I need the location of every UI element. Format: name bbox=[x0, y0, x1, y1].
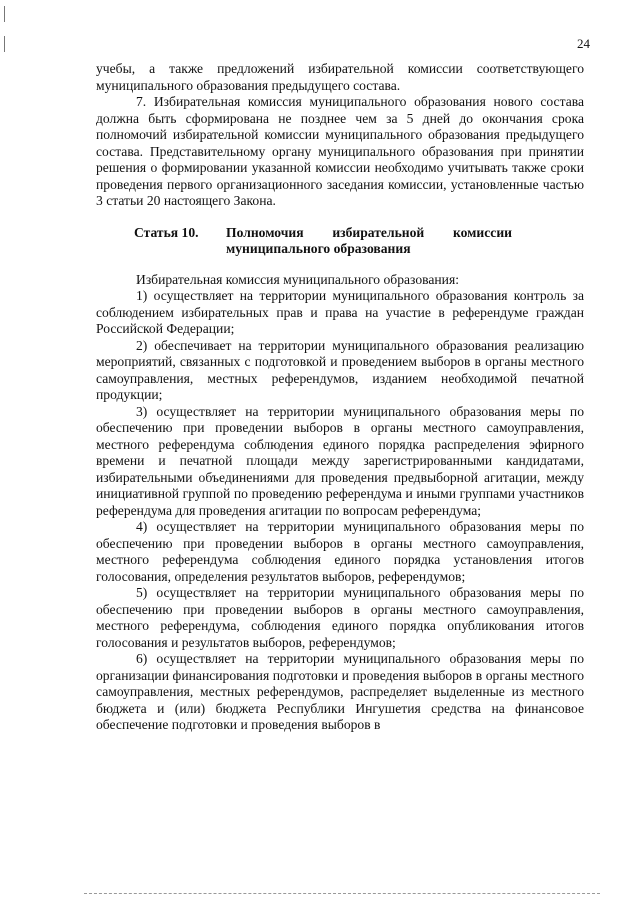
article-title-line-2: муниципального образования bbox=[226, 241, 411, 256]
paragraph-item-3: 3) осуществляет на территории муниципального образования меры по обеспечению при проведении выборов в органы местного самоуправления, местного референдума соблюдения единого порядка распределения эфирного времени и печатной площади между зарегистрированными кандидатами, избирательными объединениями для проведения предвыборной агитации, между инициативной группой по проведению референдума и иными группами участников референдума для проведения агитации по вопросам референдума; bbox=[96, 403, 584, 518]
page-number: 24 bbox=[577, 36, 590, 51]
paragraph-item-4: 4) осуществляет на территории муниципального образования меры по обеспечению при проведении выборов в органы местного самоуправления, местного референдума соблюдения единого порядка установления итогов голосования, определения результатов выборов, референдумов; bbox=[96, 519, 584, 584]
scan-bottom-edge bbox=[84, 893, 600, 894]
scan-mark bbox=[4, 36, 5, 52]
document-body bbox=[96, 61, 584, 734]
paragraph-item-1: 1) осуществляет на территории муниципального образования контроль за соблюдением избирательных прав и права на участие в референдуме граждан Российской Федерации; bbox=[96, 288, 584, 336]
paragraph-continuation: учебы, а также предложений избирательной комиссии соответствующего муниципального образования предыдущего состава. bbox=[96, 61, 584, 93]
paragraph-lead: Избирательная комиссия муниципального образования: bbox=[136, 271, 459, 287]
paragraph-item-5: 5) осуществляет на территории муниципального образования меры по обеспечению при проведении выборов в органы местного самоуправления, местного референдума, соблюдения единого порядка опубликования итогов голосования и результатов выборов, референдумов; bbox=[96, 585, 584, 650]
article-heading bbox=[96, 225, 584, 258]
paragraph-item-6: 6) осуществляет на территории муниципального образования меры по организации финансирования подготовки и проведения выборов в органы местного самоуправления, местных референдумов, распределяет выделенные из местного бюджета и (или) бюджета Республики Ингушетия средства на финансовое обеспечение подготовки и проведения выборов в bbox=[96, 651, 584, 732]
article-title bbox=[226, 225, 584, 258]
paragraph-item-7: 7. Избирательная комиссия муниципального образования нового состава должна быть сформирована не позднее чем за 5 дней до окончания срока полномочий избирательной комиссии муниципального образования предыдущего состава. Представительному органу муниципального образования при принятии решения о формировании указанной комиссии необходимо учитывать также сроки проведения первого организационного заседания комиссии, установленные частью 3 статьи 20 настоящего Закона. bbox=[96, 94, 584, 208]
paragraph-item-2: 2) обеспечивает на территории муниципального образования реализацию мероприятий, связанных с подготовкой и проведением выборов в органы местного самоуправления, местных референдумов, изданием необходимой печатной продукции; bbox=[96, 337, 584, 402]
article-title-line-1: Полномочия избирательной комиссии bbox=[226, 224, 512, 240]
scan-mark bbox=[4, 6, 5, 22]
article-number: Статья 10. bbox=[134, 224, 199, 240]
